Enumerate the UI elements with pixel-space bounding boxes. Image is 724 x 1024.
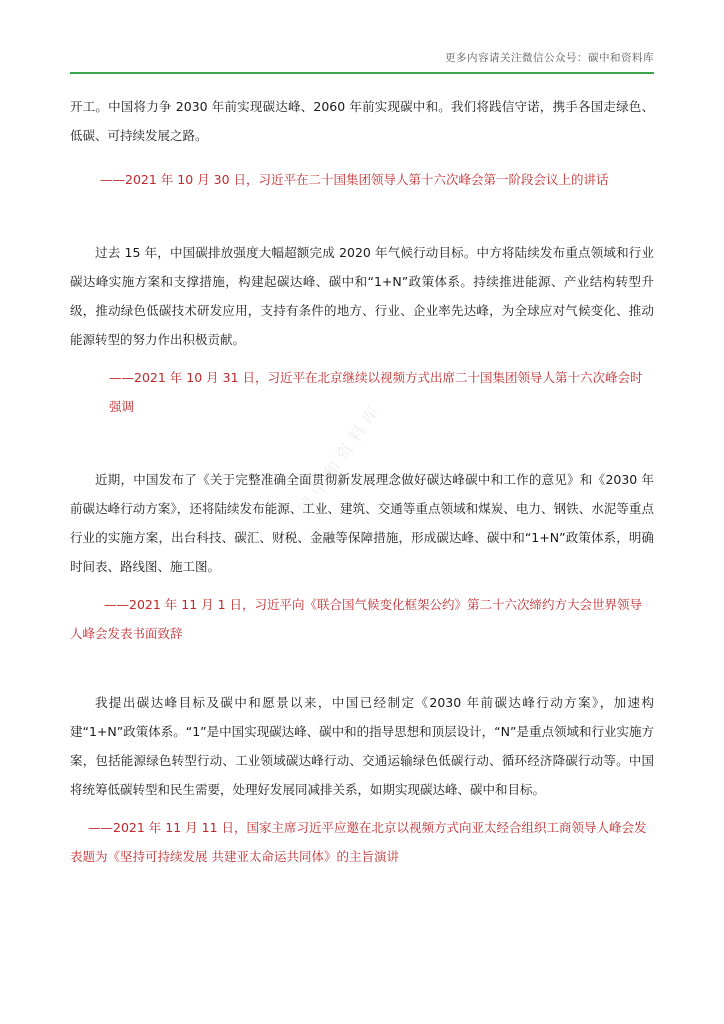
spacer	[70, 194, 654, 238]
paragraph-3: 近期，中国发布了《关于完整准确全面贯彻新发展理念做好碳达峰碳中和工作的意见》和《2030 年前碳达峰行动方案》，还将陆续发布能源、工业、建筑、交通等重点领域和煤炭、电力、钢铁、水泥等重点行业的实施方案，出台科技、碳汇、财税、金融等保障措施，形成碳达峰、碳中和“1+N”政策体系，明确时间表、路线图、施工图。	[70, 472, 654, 574]
watermark: 碳中和资料库	[294, 398, 386, 518]
quote-source-1: ——2021 年 10 月 30 日，习近平在二十国集团领导人第十六次峰会第一阶段会议上的讲话	[100, 172, 609, 187]
quote-source-4: ——2021 年 11 月 11 日，国家主席习近平应邀在北京以视频方式向亚太经合组织工商领导人峰会发表题为《坚持可持续发展 共建亚太命运共同体》的主旨演讲	[70, 820, 647, 864]
spacer	[70, 648, 654, 688]
quote-source-3: ——2021 年 11 月 1 日，习近平向《联合国气候变化框架公约》第二十六次缔约方大会世界领导人峰会发表书面致辞	[70, 597, 643, 641]
paragraph-4: 我提出碳达峰目标及碳中和愿景以来，中国已经制定《2030 年前碳达峰行动方案》，加速构建“1+N”政策体系。“1”是中国实现碳达峰、碳中和的指导思想和顶层设计，“N”是重点领域和行业实施方案，包括能源绿色转型行动、工业领域碳达峰行动、交通运输绿色低碳行动、循环经济降碳行动等。中国将统筹低碳转型和民生需要，处理好发展同减排关系，如期实现碳达峰、碳中和目标。	[70, 695, 654, 797]
paragraph-1: 开工。中国将力争 2030 年前实现碳达峰、2060 年前实现碳中和。我们将践信守诺，携手各国走绿色、低碳、可持续发展之路。	[70, 99, 654, 143]
header-divider	[70, 72, 654, 74]
paragraph-2: 过去 15 年，中国碳排放强度大幅超额完成 2020 年气候行动目标。中方将陆续发布重点领域和行业碳达峰实施方案和支撑措施，构建起碳达峰、碳中和“1+N”政策体系。持续推进能源、产业结构转型升级，推动绿色低碳技术研发应用，支持有条件的地方、行业、企业率先达峰，为全球应对气候变化、推动能源转型的努力作出积极贡献。	[70, 245, 654, 347]
header-note: 更多内容请关注微信公众号：碳中和资料库	[445, 52, 654, 64]
quote-source-2: ——2021 年 10 月 31 日，习近平在北京继续以视频方式出席二十国集团领导人第十六次峰会时强调	[109, 370, 643, 414]
document-body	[70, 92, 654, 871]
